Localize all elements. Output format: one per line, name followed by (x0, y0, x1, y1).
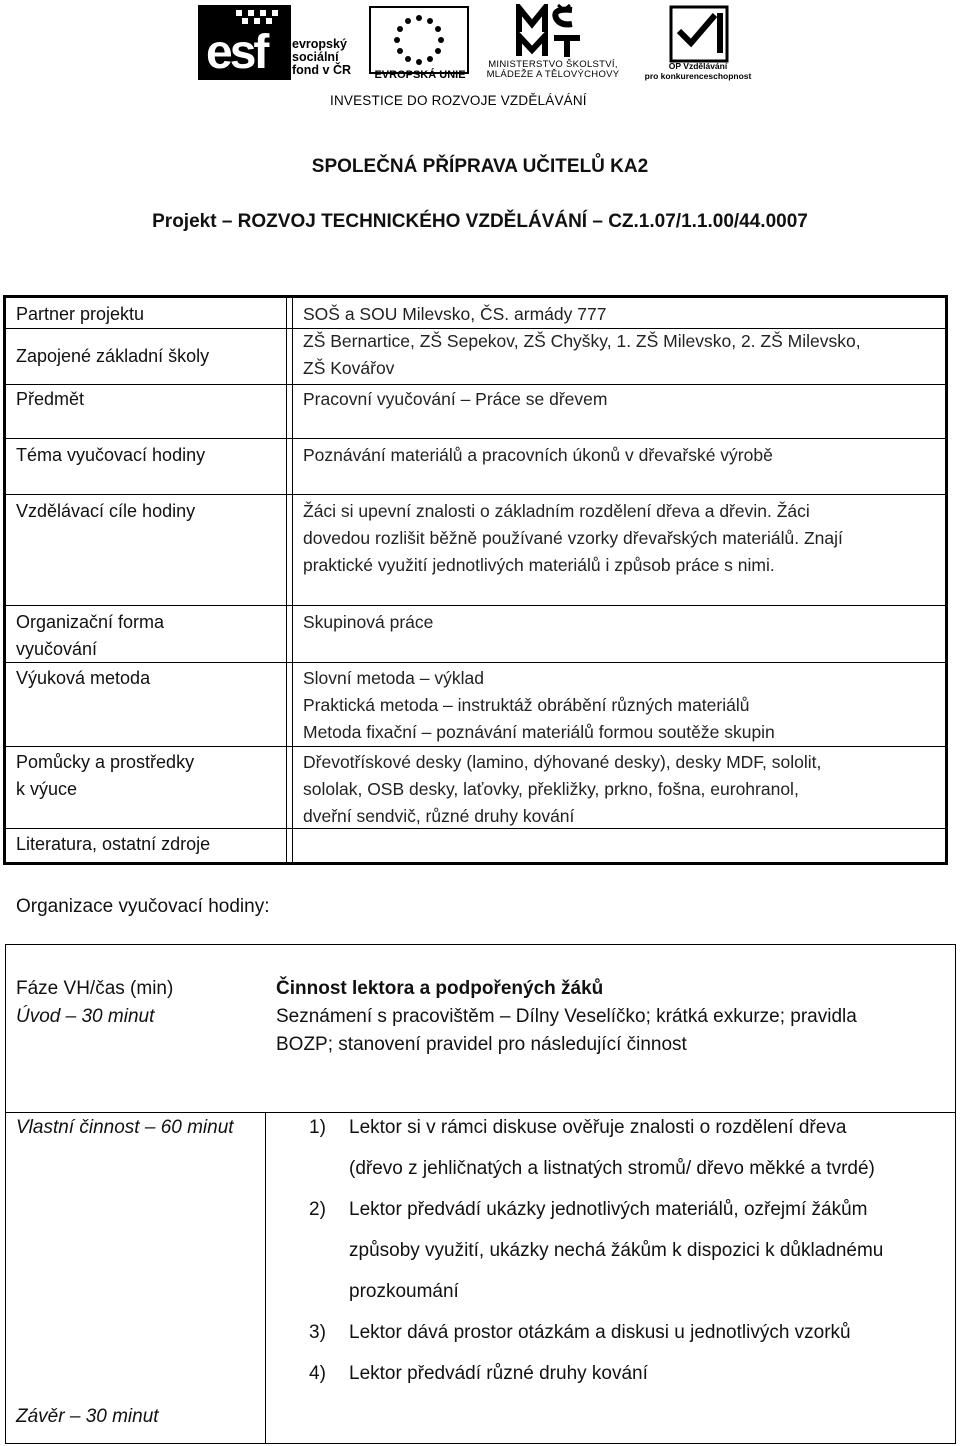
phase-column-header: Fáze VH/čas (min) (16, 978, 174, 999)
step-text (349, 1189, 949, 1312)
activity-line: Seznámení s pracovištěm – Dílny Veselíčko; krátká exkurze; pravidla (276, 1006, 857, 1027)
info-value-line: Metoda fixační – poznávání materiálů formou soutěže skupin (303, 722, 775, 742)
row-separator (6, 384, 945, 385)
info-table (3, 295, 948, 865)
eu-flag-icon (369, 6, 469, 74)
info-value-line: ZŠ Bernartice, ZŠ Sepekov, ZŠ Chyšky, 1. ZŠ Milevsko, 2. ZŠ Milevsko, (303, 331, 861, 351)
row-separator (6, 662, 945, 663)
row-separator (6, 828, 945, 829)
info-value-line: dveřní sendvič, různé druhy kování (303, 806, 575, 826)
step-number: 4) (309, 1363, 326, 1384)
step-line: (dřevo z jehličnatých a listnatých stromů/ dřevo měkké a tvrdé) (349, 1158, 875, 1179)
info-value-line: Slovní metoda – výklad (303, 668, 484, 688)
esf-text (292, 38, 351, 77)
phase-intro: Úvod – 30 minut (16, 1006, 155, 1027)
info-value (303, 328, 938, 382)
op-text (642, 61, 754, 81)
esf-logo (198, 5, 291, 80)
row-separator (6, 746, 945, 747)
info-value-line: Žáci si upevní znalosti o základním rozdělení dřeva a dřevin. Žáci (303, 501, 810, 521)
step-line: Lektor dává prostor otázkám a diskusi u jednotlivých vzorků (349, 1322, 851, 1343)
step-line: Lektor předvádí ukázky jednotlivých materiálů, ozřejmí žákům (349, 1199, 868, 1220)
step-number: 2) (309, 1199, 326, 1220)
step-number: 1) (309, 1117, 326, 1138)
info-label: Výuková metoda (16, 668, 151, 688)
info-value-line: Dřevotřískové desky (lamino, dýhované desky), desky MDF, sololit, (303, 752, 822, 772)
logo-band (0, 0, 960, 120)
phase-end: Závěr – 30 minut (16, 1406, 159, 1427)
info-label: Zapojené základní školy (16, 346, 210, 366)
info-label: Vzdělávací cíle hodiny (16, 501, 196, 521)
info-label (16, 609, 281, 663)
info-value-line: dovedou rozlišit běžně používané vzorky dřevařských materiálů. Znají (303, 528, 843, 548)
msmt-logo-icon (514, 4, 584, 59)
msmt-text (472, 60, 634, 80)
info-value: Pracovní vyučování – Práce se dřevem (303, 389, 608, 409)
eu-text: EVROPSKÁ UNIE (374, 69, 466, 81)
op-text-line: pro konkurenceschopnost (644, 71, 752, 81)
info-label: Téma vyučovací hodiny (16, 445, 206, 465)
msmt-text-line: MINISTERSTVO ŠKOLSTVÍ, (488, 59, 618, 70)
info-value (303, 498, 938, 579)
info-label: Partner projektu (16, 304, 145, 324)
column-divider (265, 1112, 266, 1443)
info-label-line: Pomůcky a prostředky (16, 752, 195, 772)
document-title: SPOLEČNÁ PŘÍPRAVA UČITELŮ KA2 (311, 156, 649, 177)
esf-letters: esf (206, 26, 267, 79)
op-text-line: OP Vzdělávání (668, 61, 728, 71)
esf-text-line: fond v ČR (292, 63, 352, 77)
info-label-line: vyučování (16, 639, 98, 659)
intro-activity (276, 1003, 936, 1059)
activity-line: BOZP; stanovení pravidel pro následující činnost (276, 1034, 687, 1055)
info-value (303, 749, 938, 830)
info-label: Literatura, ostatní zdroje (16, 834, 211, 854)
info-label-line: k výuce (16, 779, 78, 799)
info-value-line: Praktická metoda – instruktáž obrábění různých materiálů (303, 695, 750, 715)
step-text (349, 1107, 949, 1189)
op-vk-logo-icon (669, 5, 729, 63)
column-divider (286, 298, 293, 862)
row-separator (6, 494, 945, 495)
activity-column-header: Činnost lektora a podpořených žáků (276, 978, 604, 999)
info-value (303, 665, 938, 746)
step-text (349, 1312, 949, 1353)
project-subtitle: Projekt – ROZVOJ TECHNICKÉHO VZDĚLÁVÁNÍ – CZ.1.07/1.1.00/44.0007 (152, 211, 808, 232)
info-value-line: ZŠ Kovářov (303, 358, 395, 378)
info-value: Skupinová práce (303, 612, 434, 632)
tagline: INVESTICE DO ROZVOJE VZDĚLÁVÁNÍ (330, 93, 587, 108)
info-label: Předmět (16, 389, 85, 409)
organization-label: Organizace vyučovací hodiny: (16, 896, 270, 917)
phases-table (5, 944, 956, 1444)
esf-text-line: evropský (292, 37, 347, 51)
step-line: způsoby využití, ukázky nechá žákům k dispozici k důkladnému (349, 1240, 884, 1261)
step-line: Lektor předvádí různé druhy kování (349, 1363, 648, 1384)
step-number: 3) (309, 1322, 326, 1343)
phase-main: Vlastní činnost – 60 minut (16, 1117, 234, 1138)
info-value-line: praktické využití jednotlivých materiálů i způsob práce s nimi. (303, 555, 775, 575)
info-value-line: sololak, OSB desky, laťovky, překližky, prkno, fošna, eurohranol, (303, 779, 799, 799)
info-value: Poznávání materiálů a pracovních úkonů v dřevařské výrobě (303, 445, 773, 465)
row-separator (6, 605, 945, 606)
step-text (349, 1353, 949, 1394)
row-separator (6, 438, 945, 439)
step-line: prozkoumání (349, 1281, 459, 1302)
esf-text-line: sociální (292, 50, 339, 64)
step-line: Lektor si v rámci diskuse ověřuje znalosti o rozdělení dřeva (349, 1117, 847, 1138)
info-value: SOŠ a SOU Milevsko, ČS. armády 777 (303, 304, 607, 324)
info-label (16, 749, 281, 803)
msmt-text-line: MLÁDEŽE A TĚLOVÝCHOVY (486, 69, 620, 80)
info-label-line: Organizační forma (16, 612, 165, 632)
